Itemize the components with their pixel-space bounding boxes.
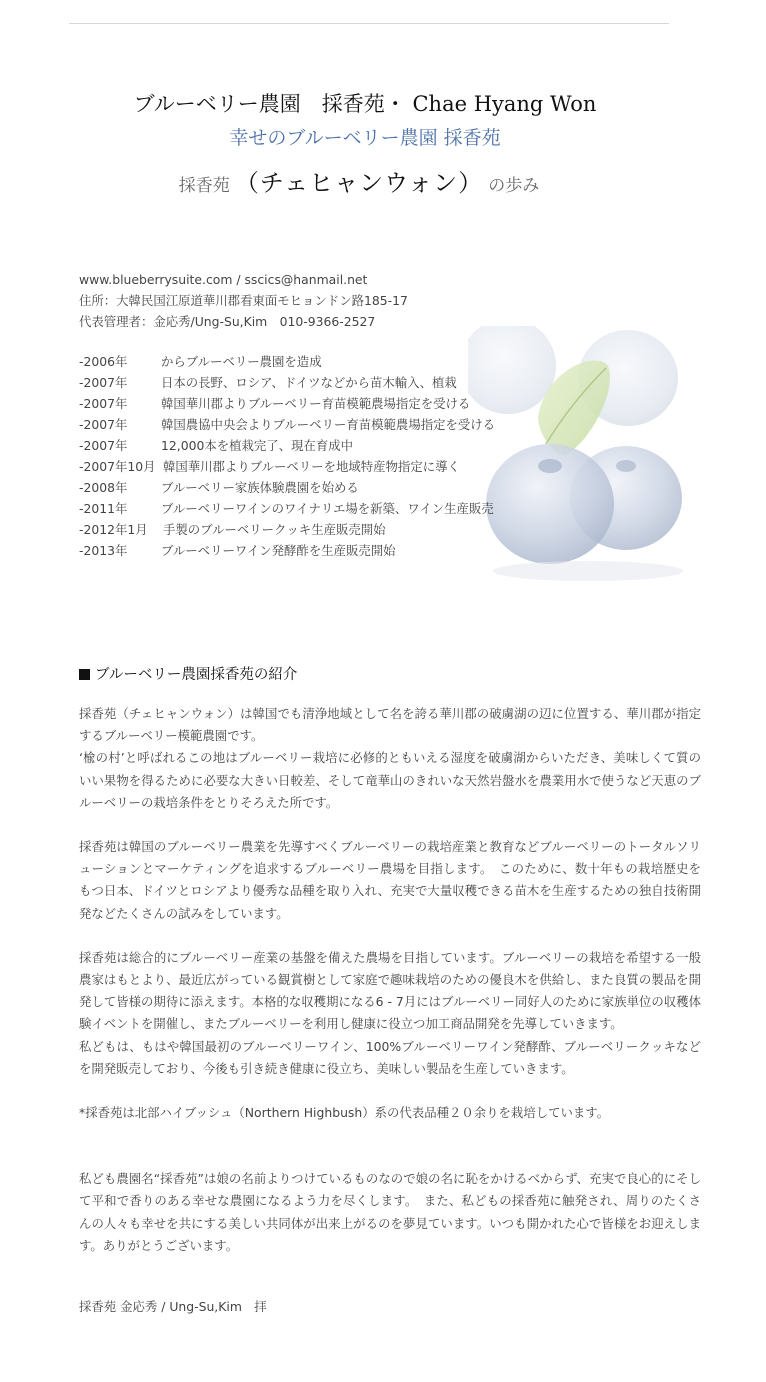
page-title: ブルーベリー農園 採香苑・ Chae Hyang Won: [133, 92, 597, 116]
intro-paragraph: 採香苑は韓国のブルーベリー農業を先導すべくブルーベリーの栽培産業と教育などブルーベリーのトータルソリューションとマーケティングを追求するブルーベリー農場を目指します。 このために、数十年もの栽培歴史をもつ日本、ドイツとロシアより優秀な品種を取り入れ、充実で大量収穫できる苗木を生産するための独自技術開発などたくさんの試みをしています。: [79, 839, 701, 921]
timeline-item: [79, 540, 495, 561]
page-subtitle: 幸せのブルーベリー農園 採香苑: [229, 127, 501, 149]
signature: 採香苑 金応秀 / Ung-Su,Kim 拝: [79, 1299, 267, 1314]
history-title-prefix: 採香苑: [178, 176, 230, 196]
intro-note: *採香苑は北部ハイブッシュ（Northern Highbush）系の代表品種２０余りを栽培しています。: [79, 1105, 610, 1121]
timeline-item: [79, 435, 495, 456]
website-email: www.blueberrysuite.com / sscics@hanmail.net: [79, 272, 368, 287]
timeline-year: -2007年10月: [79, 459, 156, 474]
manager: 代表管理者：金応秀/Ung-Su,Kim 010-9366-2527: [79, 314, 376, 329]
timeline-item: [79, 477, 495, 498]
history-timeline: [79, 351, 495, 561]
timeline-item: [79, 351, 495, 372]
timeline-year: -2007年: [79, 396, 128, 411]
timeline-text: 日本の長野、ロシア、ドイツなどから苗木輸入、植栽: [161, 375, 457, 390]
intro-paragraph: 採香苑は総合的にブルーベリー産業の基盤を備えた農場を目指しています。ブルーベリーの栽培を希望する一般農家はもとより、最近広がっている観賞樹として家庭で趣味栽培のための優良木を供給し、また良質の製品を開発して皆様の期待に添えます。本格的な収穫期になる6 - 7月にはブルーベリー同好人のために家族単位の収穫体験イベントを開催し、またブルーベリーを利用し健康に役立つ加工商品開発を先導していきます。: [79, 949, 701, 1032]
timeline-text: 12,000本を植栽完了、現在育成中: [161, 438, 354, 453]
timeline-text: 韓国華川郡よりブルーベリーを地域特産物指定に導く: [163, 459, 460, 474]
timeline-item: [79, 456, 495, 477]
blueberry-illustration: [468, 326, 686, 582]
history-title-main: （チェヒャンウォン）: [234, 169, 484, 197]
timeline-text: 手製のブルーベリークッキ生産販売開始: [163, 522, 386, 537]
timeline-item: [79, 414, 495, 435]
timeline-text: ブルーベリーワインのワイナリエ場を新築、ワイン生産販売: [161, 501, 494, 516]
timeline-item: [79, 372, 495, 393]
timeline-text: からブルーベリー農園を造成: [161, 354, 322, 369]
address: 住所：大韓民国江原道華川郡看東面モヒョンドン路185-17: [79, 293, 408, 308]
timeline-year: -2008年: [79, 480, 128, 495]
intro-paragraph: 採香苑（チェヒャンウォン）は韓国でも清浄地域として名を誇る華川郡の破虜湖の辺に位置する、華川郡が指定するブルーベリー模範農園です。: [79, 706, 701, 744]
timeline-year: -2007年: [79, 438, 128, 453]
top-divider: [69, 23, 669, 24]
timeline-item: [79, 498, 495, 519]
timeline-text: 韓国華川郡よりブルーベリー育苗模範農場指定を受ける: [161, 396, 471, 411]
intro-body: [79, 703, 701, 1257]
timeline-year: -2006年: [79, 354, 128, 369]
timeline-text: ブルーベリーワイン発酵酢を生産販売開始: [161, 543, 396, 558]
intro-paragraph: 私ども農園名“採香苑”は娘の名前よりつけているものなので娘の名に恥をかけるべからず、充実で良心的にそして平和で香りのある幸せな農園になるよう力を尽くします。 また、私どもの採香苑に触発され、周りのたくさんの人々も幸せを共にする美しい共同体が出来上がるのを夢見ています。いつも開かれた心で皆様をお迎えします。ありがとうございます。: [79, 1171, 701, 1253]
timeline-year: -2011年: [79, 501, 128, 516]
timeline-year: -2013年: [79, 543, 128, 558]
intro-paragraph: ‘楡の村’と呼ばれるこの地はブルーベリー栽培に必修的ともいえる湿度を破虜湖からいただき、美味しくて質のいい果物を得るために必要な大きい日較差、そして竜華山のきれいな天然岩盤水を農業用水で使うなど天恵のブルーベリーの栽培条件をとりそろえた所です。: [79, 750, 701, 810]
timeline-text: ブルーベリー家族体験農園を始める: [161, 480, 359, 495]
timeline-text: 韓国農協中央会よりブルーベリー育苗模範農場指定を受ける: [161, 417, 496, 432]
timeline-item: [79, 393, 495, 414]
contact-info: [79, 269, 408, 332]
history-title-suffix: の歩み: [488, 176, 540, 196]
timeline-year: -2007年: [79, 417, 128, 432]
square-bullet-icon: [79, 669, 90, 680]
history-title: [0, 163, 718, 198]
timeline-year: -2007年: [79, 375, 128, 390]
intro-paragraph: 私どもは、もはや韓国最初のブルーベリーワイン、100%ブルーベリーワイン発酵酢、ブルーベリークッキなどを開発販売しており、今後も引き続き健康に役立ち、美味しい製品を生産していきます。: [79, 1038, 701, 1076]
timeline-year: -2012年1月: [79, 522, 148, 537]
section-heading-text: ブルーベリー農園採香苑の紹介: [95, 667, 298, 683]
section-heading: [79, 663, 297, 684]
timeline-item: [79, 519, 495, 540]
